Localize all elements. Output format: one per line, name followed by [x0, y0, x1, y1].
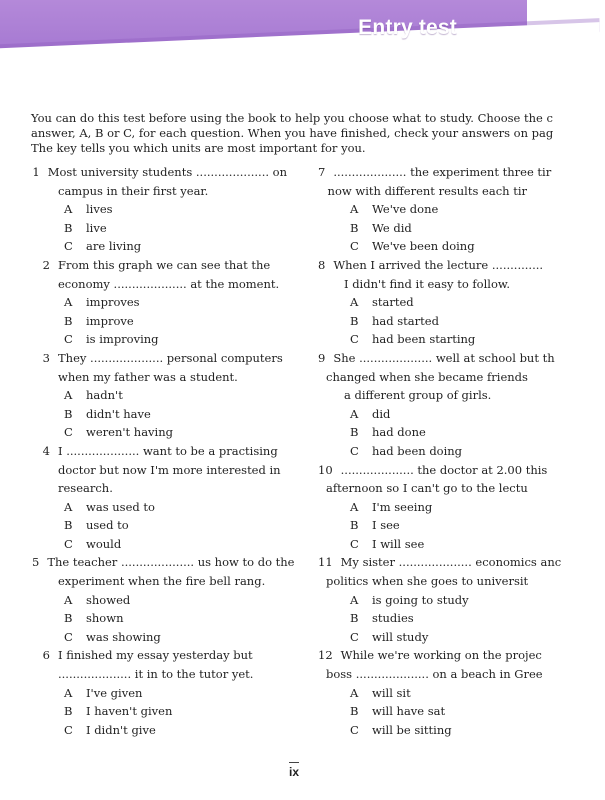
- question-line: [32, 442, 287, 461]
- question-number: 7: [318, 165, 326, 179]
- intro-line: You can do this test before using the book to help you choose what to study. Choose the c: [31, 111, 553, 125]
- question-text: .................... the experiment three tir: [333, 165, 552, 179]
- option-text: improves: [86, 295, 140, 310]
- question-line: [32, 665, 287, 684]
- option-text: will have sat: [372, 704, 446, 719]
- answer-option: [32, 330, 287, 349]
- option-letter: C: [64, 722, 73, 737]
- option-text: I will see: [372, 536, 425, 551]
- question-item: [318, 553, 562, 646]
- option-letter: C: [350, 722, 359, 737]
- option-text: I didn't give: [86, 722, 156, 737]
- question-number: 3: [42, 350, 50, 365]
- option-text: studies: [372, 611, 414, 626]
- option-letter: B: [350, 611, 359, 626]
- option-text: had been starting: [372, 332, 476, 347]
- answer-option: [318, 423, 527, 442]
- question-line: [318, 461, 548, 480]
- question-text: They .................... personal computers: [58, 350, 283, 365]
- option-text: I'm seeing: [372, 499, 433, 514]
- question-text: boss .................... on a beach in Gree: [326, 667, 543, 682]
- option-letter: A: [350, 406, 359, 421]
- page-title: Entry test: [358, 16, 457, 39]
- question-text: now with different results each tir: [327, 183, 527, 198]
- question-line: [32, 553, 295, 572]
- question-line: [32, 646, 287, 665]
- page-number: ix: [289, 762, 299, 779]
- option-letter: B: [64, 313, 73, 328]
- answer-option: [318, 237, 527, 256]
- answer-option: [32, 219, 287, 238]
- question-text: research.: [58, 481, 113, 496]
- answer-option: [32, 609, 287, 628]
- option-text: improve: [86, 313, 134, 328]
- option-text: was used to: [86, 499, 155, 514]
- option-letter: C: [64, 239, 73, 254]
- intro-line: answer, A, B or C, for each question. When you have finished, check your answers on pag: [31, 126, 554, 140]
- question-line: [318, 553, 562, 572]
- answer-option: [32, 386, 287, 405]
- answer-option: [318, 219, 527, 238]
- option-letter: C: [350, 443, 359, 458]
- answer-option: [318, 721, 527, 740]
- option-text: I've given: [86, 685, 143, 700]
- option-letter: B: [64, 406, 73, 421]
- question-text: I .................... want to be a practising: [58, 443, 278, 458]
- question-line: [32, 368, 287, 387]
- option-letter: B: [350, 220, 359, 235]
- question-line: [32, 572, 287, 591]
- question-line: [318, 479, 527, 498]
- answer-option: [32, 721, 287, 740]
- option-text: was showing: [86, 629, 161, 644]
- option-letter: A: [64, 685, 73, 700]
- question-text: a different group of girls.: [344, 388, 492, 403]
- option-text: We did: [372, 220, 412, 235]
- answer-option: [318, 535, 527, 554]
- question-number: 10: [318, 462, 333, 477]
- option-letter: C: [64, 536, 73, 551]
- answer-option: [318, 312, 527, 331]
- option-letter: A: [64, 295, 73, 310]
- answer-option: [318, 200, 527, 219]
- option-letter: A: [350, 499, 359, 514]
- option-text: lives: [86, 202, 113, 217]
- question-item: [318, 349, 555, 461]
- question-text: economy .................... at the moment.: [58, 276, 280, 291]
- question-number: 9: [318, 350, 326, 365]
- option-letter: C: [64, 629, 73, 644]
- question-line: [32, 479, 287, 498]
- header-banner: [0, 0, 527, 92]
- answer-option: [318, 442, 527, 461]
- question-number: 12: [318, 648, 333, 663]
- question-text: I finished my essay yesterday but: [58, 648, 253, 663]
- answer-option: [32, 702, 287, 721]
- question-text: campus in their first year.: [58, 183, 209, 198]
- intro-line: The key tells you which units are most important for you.: [31, 141, 366, 155]
- answer-option: [32, 405, 287, 424]
- question-text: doctor but now I'm more interested in: [58, 462, 281, 477]
- option-letter: B: [64, 518, 73, 533]
- question-text: afternoon so I can't go to the lectu: [326, 481, 528, 496]
- question-text: I didn't find it easy to follow.: [344, 276, 511, 291]
- answer-option: [32, 535, 287, 554]
- option-text: I see: [372, 518, 400, 533]
- answer-option: [318, 702, 527, 721]
- answer-option: [318, 498, 527, 517]
- option-text: is going to study: [372, 592, 469, 607]
- question-line: [32, 461, 287, 480]
- option-text: did: [372, 406, 391, 421]
- option-letter: C: [64, 332, 73, 347]
- option-letter: A: [64, 499, 73, 514]
- option-text: hadn't: [86, 388, 123, 403]
- option-letter: B: [64, 704, 73, 719]
- questions-column-right: [318, 163, 562, 739]
- question-text: .................... it in to the tutor yet.: [58, 667, 254, 682]
- question-number: 1: [32, 165, 40, 179]
- question-text: The teacher .................... us how to do the: [47, 555, 295, 570]
- option-text: are living: [86, 239, 142, 254]
- option-text: started: [372, 295, 414, 310]
- question-item: [318, 256, 544, 349]
- question-item: [32, 256, 287, 349]
- option-text: will sit: [372, 685, 411, 700]
- option-text: I haven't given: [86, 704, 173, 719]
- question-line: [32, 182, 287, 201]
- answer-option: [32, 293, 287, 312]
- option-text: will study: [372, 629, 429, 644]
- answer-option: [318, 628, 527, 647]
- option-letter: C: [350, 239, 359, 254]
- question-text: My sister .................... economics anc: [340, 555, 562, 570]
- question-line: [32, 163, 287, 182]
- question-item: [318, 461, 548, 554]
- question-item: [318, 646, 543, 739]
- question-text: She .................... well at school but th: [333, 350, 555, 365]
- question-line: [318, 163, 552, 182]
- answer-option: [318, 609, 527, 628]
- question-line: [32, 275, 287, 294]
- option-letter: C: [350, 629, 359, 644]
- option-letter: B: [350, 704, 359, 719]
- answer-option: [318, 591, 527, 610]
- answer-option: [318, 330, 527, 349]
- option-letter: C: [64, 425, 73, 440]
- intro-paragraph: [31, 111, 554, 156]
- question-item: [32, 163, 287, 256]
- question-item: [32, 646, 287, 739]
- option-text: didn't have: [86, 406, 151, 421]
- option-text: will be sitting: [372, 722, 452, 737]
- answer-option: [32, 684, 287, 703]
- question-text: When I arrived the lecture ..............: [333, 257, 544, 272]
- answer-option: [318, 516, 527, 535]
- question-line: [318, 386, 527, 405]
- option-text: had done: [372, 425, 426, 440]
- option-text: used to: [86, 518, 129, 533]
- question-number: 6: [42, 648, 50, 663]
- question-number: 5: [32, 555, 40, 570]
- answer-option: [32, 516, 287, 535]
- question-text: From this graph we can see that the: [58, 257, 271, 272]
- option-text: showed: [86, 592, 131, 607]
- question-line: [32, 256, 287, 275]
- option-letter: A: [350, 685, 359, 700]
- answer-option: [32, 237, 287, 256]
- question-text: changed when she became friends: [326, 369, 528, 384]
- question-text: politics when she goes to universit: [326, 574, 529, 589]
- option-letter: A: [64, 388, 73, 403]
- question-line: [318, 665, 543, 684]
- question-line: [318, 572, 527, 591]
- option-text: shown: [86, 611, 124, 626]
- option-letter: A: [350, 295, 359, 310]
- option-letter: A: [64, 202, 73, 217]
- question-number: 2: [42, 257, 50, 272]
- option-text: had started: [372, 313, 439, 328]
- question-number: 4: [42, 443, 50, 458]
- option-text: weren't having: [86, 425, 174, 440]
- option-letter: B: [350, 313, 359, 328]
- answer-option: [32, 200, 287, 219]
- question-text: experiment when the fire bell rang.: [58, 574, 266, 589]
- answer-option: [32, 312, 287, 331]
- option-letter: A: [350, 592, 359, 607]
- question-item: [32, 553, 295, 646]
- question-line: [318, 182, 527, 201]
- question-item: [32, 349, 287, 442]
- answer-option: [318, 684, 527, 703]
- option-letter: B: [350, 425, 359, 440]
- answer-option: [32, 591, 287, 610]
- option-letter: C: [350, 536, 359, 551]
- question-line: [32, 349, 287, 368]
- answer-option: [318, 405, 527, 424]
- question-text: when my father was a student.: [58, 369, 238, 384]
- question-item: [318, 163, 552, 256]
- option-letter: A: [64, 592, 73, 607]
- question-text: Most university students .................... on: [47, 165, 287, 179]
- question-line: [318, 275, 527, 294]
- option-letter: A: [350, 202, 359, 217]
- option-text: would: [86, 536, 122, 551]
- question-number: 11: [318, 555, 333, 570]
- question-item: [32, 442, 287, 554]
- question-number: 8: [318, 257, 326, 272]
- questions-column-left: [32, 163, 295, 739]
- answer-option: [32, 628, 287, 647]
- option-text: live: [86, 220, 107, 235]
- answer-option: [32, 423, 287, 442]
- option-letter: B: [64, 611, 73, 626]
- option-letter: C: [350, 332, 359, 347]
- option-text: is improving: [86, 332, 159, 347]
- option-text: had been doing: [372, 443, 463, 458]
- answer-option: [318, 293, 527, 312]
- question-line: [318, 349, 555, 368]
- question-text: While we're working on the projec: [340, 648, 542, 663]
- question-line: [318, 646, 542, 665]
- question-text: .................... the doctor at 2.00 this: [340, 462, 548, 477]
- option-letter: B: [64, 220, 73, 235]
- question-line: [318, 368, 527, 387]
- option-letter: B: [350, 518, 359, 533]
- option-text: We've done: [372, 202, 439, 217]
- option-text: We've been doing: [372, 239, 475, 254]
- answer-option: [32, 498, 287, 517]
- question-line: [318, 256, 544, 275]
